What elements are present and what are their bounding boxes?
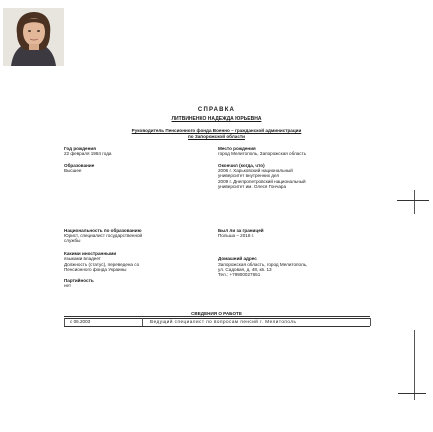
nationality-value-2: службы xyxy=(64,238,81,243)
past-work-line-1: Должность (статус), переведена со xyxy=(64,262,140,267)
education-value: Высшее xyxy=(64,168,82,173)
position-line-1: Руководитель Пенсионного фонда Военно – гражданской администрации xyxy=(131,128,302,133)
home-address-line-3: Тел.: +79900027651 xyxy=(218,272,261,277)
work-heading-rule xyxy=(64,316,370,317)
graduated-line-2: университет внутренних дел xyxy=(218,173,280,178)
birthplace-value: город Мелитополь, Запорожская область xyxy=(218,151,307,156)
graduated-line-3: 2009 г. Днепропетровский национальный xyxy=(218,179,306,184)
work-table-bottom-border xyxy=(64,326,370,327)
nationality-value-1: Юрист, специалист государственной xyxy=(64,233,143,238)
abroad-label: Был ли за границей xyxy=(218,228,264,233)
work-table-left-border xyxy=(64,318,65,326)
graduated-label: Окончил (когда, что) xyxy=(218,163,265,168)
portrait-photo-image xyxy=(3,8,64,66)
birthdate-value: 22 февраля 1984 года xyxy=(64,151,112,156)
work-table-description: Ведущий специалист по вопросам пенсий г. Мелитополь xyxy=(150,319,297,324)
home-address-line-2: ул. Садовая, д. 48, кв. 13 xyxy=(218,267,272,272)
graduated-line-4: университет им. Олеся Гончара xyxy=(218,184,287,189)
document-title: СПРАВКА xyxy=(197,107,236,113)
past-work-line-2: Пенсионного фонда Украины xyxy=(64,267,127,272)
margin-tick xyxy=(397,200,429,201)
work-table-divider xyxy=(142,318,143,326)
party-value: нет xyxy=(64,283,72,288)
margin-tick-lower xyxy=(398,393,426,394)
home-address-label: Домашний адрес xyxy=(218,256,257,261)
birthplace-label: Место рождения xyxy=(218,146,256,151)
birthdate-label: Год рождения xyxy=(64,146,96,151)
position-line-2: по Запорожской области xyxy=(188,134,245,139)
margin-line-upper xyxy=(414,190,415,214)
abroad-value: Польша – 2018 г. xyxy=(218,233,255,238)
margin-line-lower xyxy=(414,330,415,400)
education-label: Образование xyxy=(64,163,95,168)
work-table-date: с 06.2003 xyxy=(70,319,91,324)
nationality-label: Национальность по образованию xyxy=(64,228,142,233)
languages-value: языками владеет xyxy=(64,256,101,261)
work-heading: СВЕДЕНИЯ О РАБОТЕ xyxy=(191,311,242,316)
home-address-line-1: Запорожская область, город Мелитополь, xyxy=(218,262,308,267)
portrait-photo xyxy=(3,8,64,66)
person-name: ЛИТВИНЕНКО НАДЕЖДА ЮРЬЕВНА xyxy=(171,116,262,122)
party-label: Партийность xyxy=(64,278,94,283)
work-table-right-border xyxy=(370,318,371,326)
languages-label: Какими иностранными xyxy=(64,251,117,256)
graduated-line-1: 2006 г. Харьковский национальный xyxy=(218,168,293,173)
